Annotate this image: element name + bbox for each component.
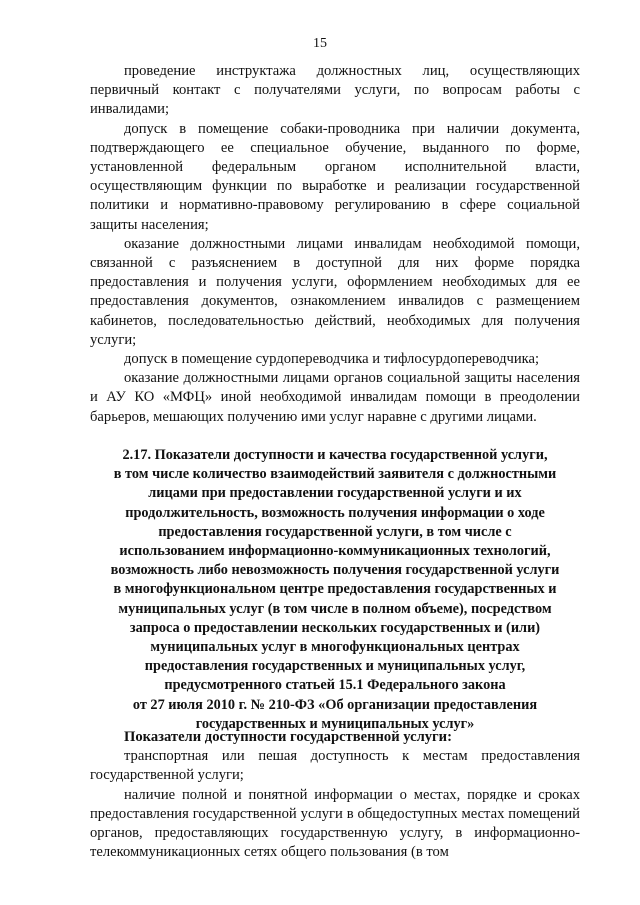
paragraph-transport: транспортная или пешая доступность к местам предоставления государственной услуги; [90,748,580,784]
heading-line: в многофункциональном центре предоставления государственных и [113,581,557,598]
heading-line: предоставления государственных и муниципальных услуг, [144,658,526,675]
heading-line: государственных и муниципальных услуг» [195,715,475,732]
paragraph-information: наличие полной и понятной информации о местах, порядке и сроках предоставления государственной услуги в общедоступных местах помещений органов, предоставляющих государственную услугу, в информационно-телекоммуникационных сетях общего пользования (в том [90,786,580,861]
heading-line: от 27 июля 2010 г. № 210-ФЗ «Об организации предоставления [132,696,538,713]
heading-line: запроса о предоставлении нескольких государственных и (или) [129,619,541,636]
heading-line: 2.17. Показатели доступности и качества государственной услуги, [122,447,548,463]
paragraph-other-help: оказание должностными лицами органов социальной защиты населения и АУ КО «МФЦ» иной необходимой инвалидам помощи в преодолении барьеров, мешающих получению ими услуг наравне с другими лицами. [90,370,580,425]
page-number: 15 [313,36,327,51]
heading-line: продолжительность, возможность получения информации о ходе [125,504,545,521]
heading-line: использованием информационно-коммуникационных технологий, [119,543,551,560]
heading-line: муниципальных услуг (в том числе в полном объеме), посредством [118,600,552,617]
availability-indicators [90,728,580,862]
heading-line: возможность либо невозможность получения государственной услуги [110,562,560,579]
heading-line: муниципальных услуг в многофункциональных центрах [150,639,520,656]
paragraph-sign-interpreter: допуск в помещение сурдопереводчика и тифлосурдопереводчика; [124,351,540,368]
paragraph-briefing: проведение инструктажа должностных лиц, осуществляющих первичный контакт с получателями услуги, по вопросам работы с инвалидами; [90,63,580,118]
heading-line: лицами при предоставлении государственной услуги и их [148,485,522,502]
section-heading-2-17 [90,446,580,734]
heading-line: в том числе количество взаимодействий заявителя с должностными [113,466,557,483]
paragraph-assistance: оказание должностными лицами инвалидам необходимой помощи, связанной с разъяснением в доступной для них форме порядка предоставления и получения услуги, оформлением необходимых для ее предоставления документов, ознакомлением инвалидов с размещением кабинетов, последовательностью действий, необходимых для получения услуги; [90,235,580,348]
heading-line: предусмотренного статьей 15.1 Федерального закона [164,677,506,694]
subheading-availability: Показатели доступности государственной услуги: [124,729,452,745]
heading-line: предоставления государственной услуги, в том числе с [158,523,512,540]
paragraph-guide-dog: допуск в помещение собаки-проводника при наличии документа, подтверждающего ее специальное обучение, выданного по форме, установленной федеральным органом исполнительной власти, осуществляющим функции по выработке и реализации государственной политики и нормативно-правовому регулированию в сфере социальной защиты населения; [90,120,580,233]
accessibility-measures-list [90,62,580,427]
